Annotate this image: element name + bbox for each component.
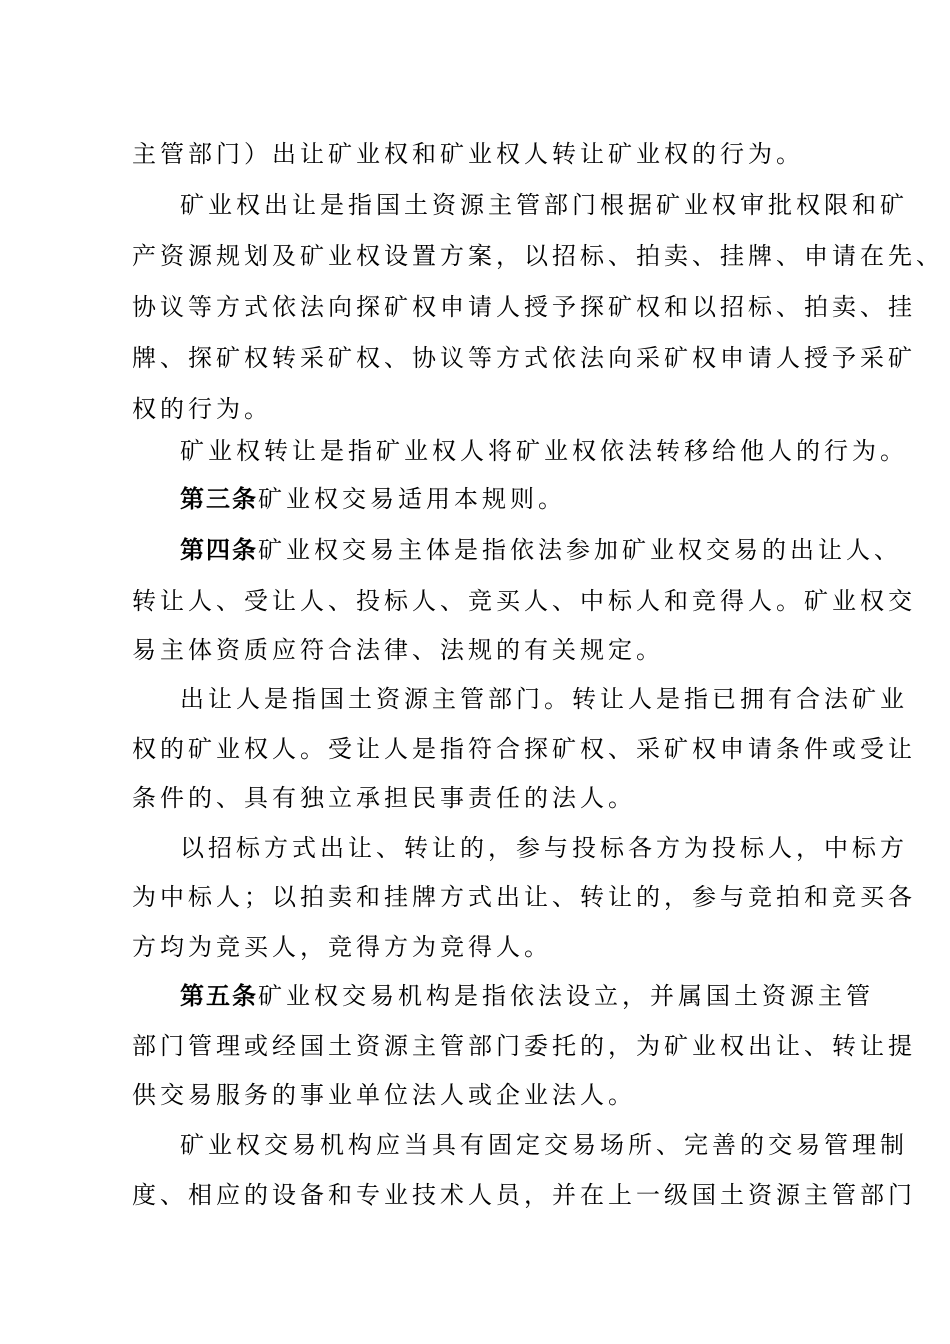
- text-line-content: 转让人、受让人、投标人、竞买人、中标人和竞得人。矿业权交: [132, 587, 916, 615]
- text-line-content: 部门管理或经国土资源主管部门委托的，为矿业权出让、转让提: [132, 1032, 916, 1060]
- article-line: [180, 976, 950, 1016]
- text-line-content: 权的行为。: [132, 395, 272, 423]
- text-line-content: 矿业权出让是指国土资源主管部门根据矿业权审批权限和矿: [180, 191, 908, 219]
- text-line: [132, 389, 950, 429]
- text-line: [132, 630, 950, 670]
- article-number: 第五条: [180, 982, 258, 1010]
- text-line-content: 矿业权交易主体是指依法参加矿业权交易的出让人、: [258, 536, 902, 564]
- text-line-content: 矿业权交易机构是指依法设立，并属国土资源主管: [258, 982, 874, 1010]
- text-line-content: 易主体资质应符合法律、法规的有关规定。: [132, 636, 664, 664]
- article-line: [180, 479, 950, 519]
- text-line: [132, 877, 950, 917]
- text-line: [132, 927, 950, 967]
- text-line: [180, 185, 950, 225]
- text-line-content: 主管部门）出让矿业权和矿业权人转让矿业权的行为。: [132, 140, 804, 168]
- text-line: [132, 581, 950, 621]
- text-line: [132, 338, 950, 378]
- text-line-content: 度、相应的设备和专业技术人员，并在上一级国土资源主管部门: [132, 1181, 916, 1209]
- text-line: [132, 134, 950, 174]
- text-line: [132, 1175, 950, 1215]
- text-line: [180, 828, 950, 868]
- text-line-content: 矿业权转让是指矿业权人将矿业权依法转移给他人的行为。: [180, 437, 908, 465]
- text-line-content: 牌、探矿权转采矿权、协议等方式依法向采矿权申请人授予采矿: [132, 344, 916, 372]
- text-line-content: 供交易服务的事业单位法人或企业法人。: [132, 1081, 636, 1109]
- text-line: [132, 287, 950, 327]
- text-line-content: 为中标人；以拍卖和挂牌方式出让、转让的，参与竞拍和竞买各: [132, 883, 916, 911]
- article-number: 第四条: [180, 536, 258, 564]
- text-line-content: 出让人是指国土资源主管部门。转让人是指已拥有合法矿业: [180, 685, 908, 713]
- text-line-content: 以招标方式出让、转让的，参与投标各方为投标人，中标方: [180, 834, 908, 862]
- article-line: [180, 530, 950, 570]
- text-line-content: 矿业权交易适用本规则。: [258, 485, 566, 513]
- text-line: [180, 1125, 950, 1165]
- text-line: [132, 778, 950, 818]
- text-line: [132, 236, 950, 276]
- text-line: [132, 729, 950, 769]
- text-line: [180, 431, 950, 471]
- text-line: [132, 1026, 950, 1066]
- text-line: [132, 1075, 950, 1115]
- text-line-content: 产资源规划及矿业权设置方案，以招标、拍卖、挂牌、申请在先、: [132, 242, 944, 270]
- text-line-content: 协议等方式依法向探矿权申请人授予探矿权和以招标、拍卖、挂: [132, 293, 916, 321]
- text-line-content: 权的矿业权人。受让人是指符合探矿权、采矿权申请条件或受让: [132, 735, 916, 763]
- text-line-content: 矿业权交易机构应当具有固定交易场所、完善的交易管理制: [180, 1131, 908, 1159]
- text-line-content: 条件的、具有独立承担民事责任的法人。: [132, 784, 636, 812]
- article-number: 第三条: [180, 485, 258, 513]
- text-line: [180, 679, 950, 719]
- text-line-content: 方均为竞买人，竞得方为竞得人。: [132, 933, 552, 961]
